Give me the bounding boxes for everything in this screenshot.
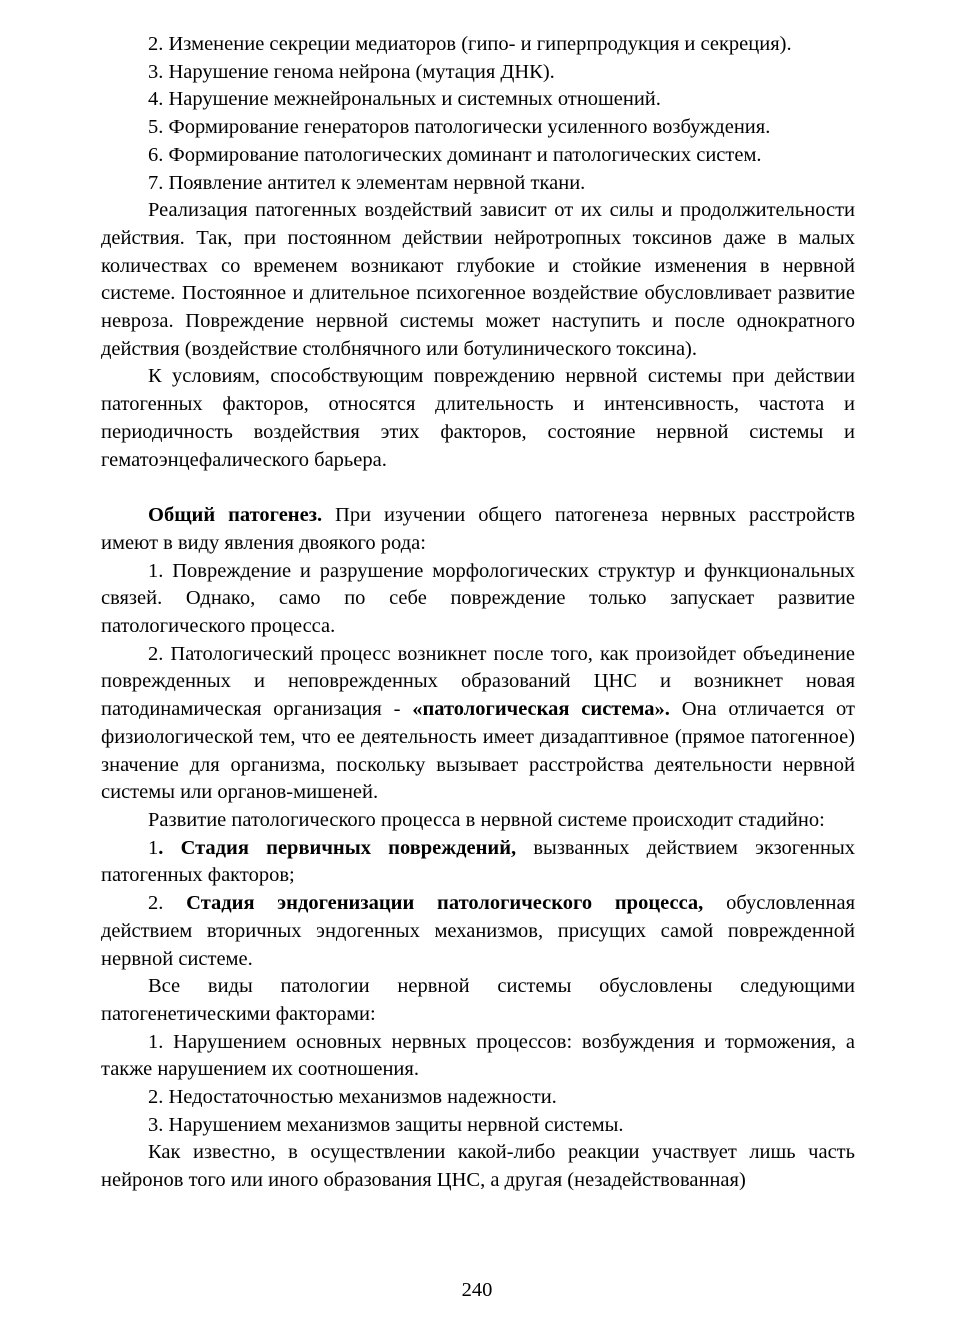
factor-item: 1. Нарушением основных нервных процессов: возбуждения и торможения, а также нарушением их соотношения. bbox=[101, 1030, 855, 1081]
stages-intro: Развитие патологического процесса в нервной системе происходит стадийно: bbox=[148, 808, 825, 831]
document-page bbox=[101, 31, 855, 1195]
item-2-text: 2. Патологический процесс возникнет после того, как произойдет объединение поврежденных и неповрежденных образований ЦНС и возникнет новая патодинамическая организация - bbox=[101, 642, 855, 721]
page-number: 240 bbox=[461, 1279, 493, 1301]
section-gap bbox=[101, 474, 855, 502]
list-item: 7. Появление антител к элементам нервной ткани. bbox=[148, 171, 586, 194]
pathogenesis-item-2 bbox=[101, 641, 855, 807]
stage-1 bbox=[101, 835, 855, 890]
pathological-system-term: «патологическая система». bbox=[412, 698, 670, 721]
stage-1-number: 1 bbox=[148, 836, 159, 859]
stage-1-title: . Стадия первичных повреждений, bbox=[158, 836, 517, 859]
stage-1-text: вызванных действием экзогенных патогенных факторов; bbox=[101, 836, 855, 887]
paragraph-conditions: К условиям, способствующим повреждению нервной системы при действии патогенных факторов, относятся длительность и интенсивность, частота и периодичность воздействия этих факторов, состояние нервной системы и гематоэнцефалического барьера. bbox=[101, 365, 855, 471]
stage-2-title: Стадия эндогенизации патологического процесса, bbox=[186, 892, 704, 915]
stage-2-text: обусловленная действием вторичных эндогенных механизмов, присущих самой поврежденной нервной системе. bbox=[101, 892, 856, 970]
factor-item: 2. Недостаточностью механизмов надежности. bbox=[148, 1086, 557, 1109]
list-item: 5. Формирование генераторов патологически усиленного возбуждения. bbox=[148, 116, 771, 139]
factors-intro: Все виды патологии нервной системы обусловлены следующими патогенетическими факторами: bbox=[101, 975, 855, 1025]
stage-2 bbox=[101, 890, 855, 973]
list-item: 3. Нарушение генома нейрона (мутация ДНК). bbox=[148, 60, 555, 83]
list-item: 4. Нарушение межнейрональных и системных отношений. bbox=[148, 88, 661, 111]
pathogenesis-item-1: 1. Повреждение и разрушение морфологических структур и функциональных связей. Однако, само по себе повреждение только запускает развитие патологического процесса. bbox=[101, 559, 855, 638]
section-heading: Общий патогенез. bbox=[148, 504, 323, 527]
pathogenesis-intro-text: При изучении общего патогенеза нервных расстройств имеют в виду явления двоякого рода: bbox=[101, 504, 856, 554]
list-item: 6. Формирование патологических доминант и патологических систем. bbox=[148, 143, 762, 166]
pathogenesis-intro bbox=[101, 502, 855, 557]
list-item: 2. Изменение секреции медиаторов (гипо- и гиперпродукция и секреция). bbox=[148, 33, 792, 55]
factor-item: 3. Нарушением механизмов защиты нервной системы. bbox=[148, 1113, 624, 1136]
item-2-text-continued: Она отличается от физиологической тем, что ее деятельность имеет дизадаптивное (прямое патогенное) значение для организма, поскольку вызывает расстройства деятельности нервной системы или органов-мишеней. bbox=[101, 698, 855, 804]
paragraph-realization: Реализация патогенных воздействий зависит от их силы и продолжительности действия. Так, при постоянном действии нейротропных токсинов даже в малых количествах со временем возникают глубокие и стойкие изменения в нервной системе. Постоянное и длительное психогенное воздействие обусловливает развитие невроза. Повреждение нервной системы может наступить и после однократного действия (воздействие столбнячного или ботулинического токсина). bbox=[101, 199, 855, 360]
paragraph-last: Как известно, в осуществлении какой-либо реакции участвует лишь часть нейронов того или иного образования ЦНС, а другая (незадействованная) bbox=[101, 1141, 855, 1192]
stage-2-number: 2. bbox=[148, 892, 187, 915]
